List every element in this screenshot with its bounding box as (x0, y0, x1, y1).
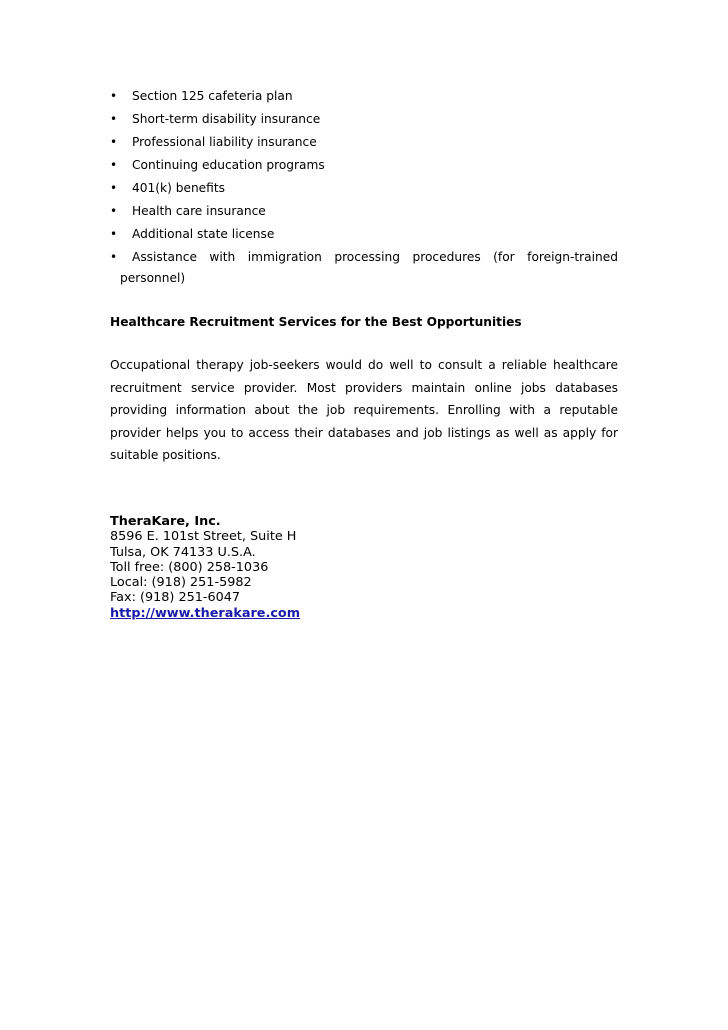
list-item (110, 202, 618, 225)
list-item (110, 225, 618, 248)
bullet-icon: • (110, 158, 118, 172)
bullet-icon: • (110, 227, 118, 241)
benefit-text: Additional state license (132, 227, 275, 241)
fax-number: Fax: (918) 251-6047 (110, 590, 241, 606)
section-heading: Healthcare Recruitment Services for the Best Opportunities (110, 315, 522, 329)
list-item (110, 133, 618, 156)
toll-free-phone: Toll free: (800) 258-1036 (110, 559, 269, 575)
bullet-icon: • (110, 250, 118, 264)
benefit-text: Short-term disability insurance (132, 112, 321, 126)
bullet-icon: • (110, 181, 118, 195)
city-address: Tulsa, OK 74133 U.S.A. (110, 544, 256, 560)
benefit-text: Continuing education programs (132, 158, 325, 172)
benefit-text-continuation: personnel) (120, 271, 186, 285)
bullet-icon: • (110, 89, 118, 103)
bullet-icon: • (110, 204, 118, 218)
list-item (110, 87, 618, 110)
list-item (110, 156, 618, 179)
bullet-icon: • (110, 112, 118, 126)
benefit-text: Health care insurance (132, 204, 266, 218)
local-phone: Local: (918) 251-5982 (110, 575, 252, 591)
list-item (110, 179, 618, 202)
benefit-text: Professional liability insurance (132, 135, 317, 149)
street-address: 8596 E. 101st Street, Suite H (110, 529, 297, 545)
benefit-text: Assistance with immigration processing procedures (for foreign-trained (132, 250, 618, 264)
company-name: TheraKare, Inc. (110, 514, 221, 529)
contact-block (110, 514, 300, 621)
benefits-list (110, 87, 618, 267)
benefit-text: Section 125 cafeteria plan (132, 89, 293, 103)
list-item (110, 110, 618, 133)
list-item (110, 248, 618, 267)
bullet-icon: • (110, 135, 118, 149)
body-paragraph: Occupational therapy job-seekers would do well to consult a reliable healthcare recruitment service provider. Most providers maintain online jobs databases providing information about the job requirements. Enrolling with a reputable provider helps you to access their databases and job listings as well as apply for suitable positions. (110, 358, 618, 463)
website-link[interactable]: http://www.therakare.com (110, 605, 301, 621)
benefit-text: 401(k) benefits (132, 181, 225, 195)
